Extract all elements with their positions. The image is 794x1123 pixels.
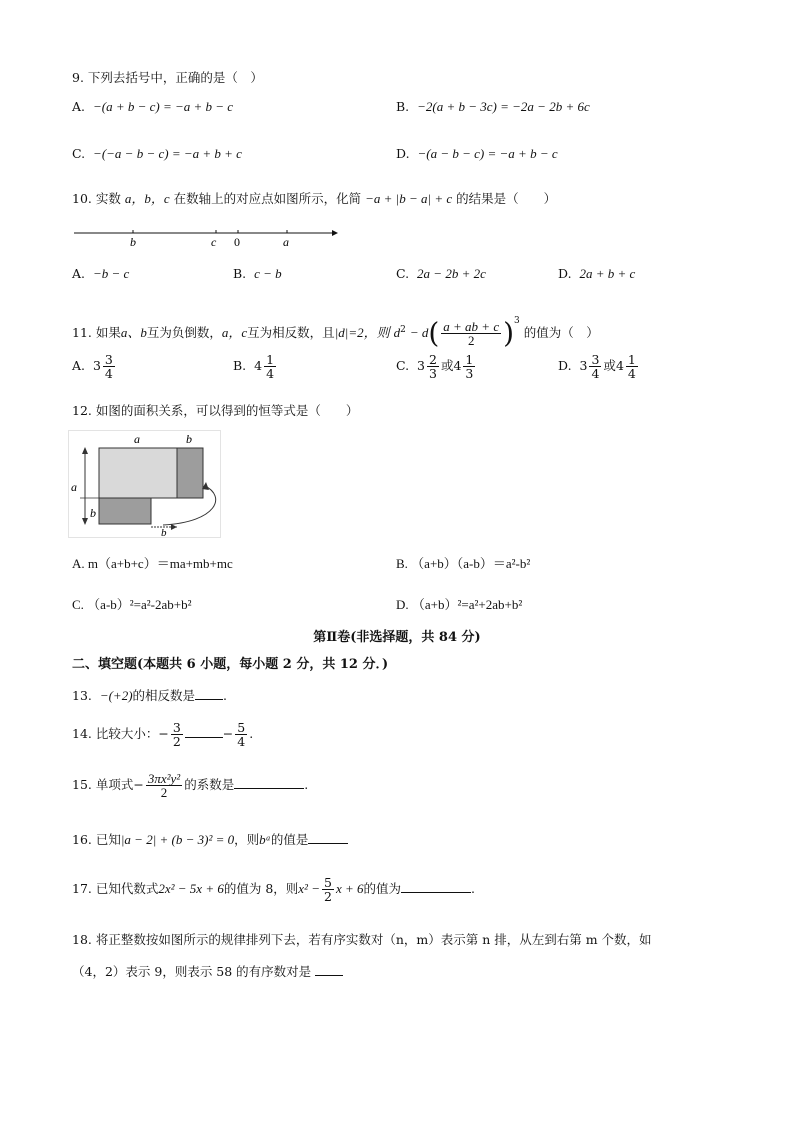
number-line-arrow	[332, 230, 338, 236]
q11-d-or: 或	[603, 358, 616, 373]
q11-stem: 11. 如果a、b互为负倒数，a，c互为相反数，且|d|=2，则 $d^2 - d$( $\frac{a + ab + c}{2}$ )$^3$ 的值为（ ）	[72, 316, 599, 350]
q10-option-a-text: −b − c	[92, 266, 130, 281]
q17-expr1: 2x² − 5x + 6	[158, 881, 224, 896]
q17	[72, 871, 475, 907]
q9-option-c-text: −(−a − b − c) = −a + b + c	[93, 146, 242, 161]
q11-stem-post: 的值为（ ）	[523, 325, 599, 340]
q10-option-d	[558, 266, 635, 282]
axis-label-0: 0	[234, 235, 240, 249]
q14-pre: 14. 比较大小：	[72, 726, 159, 741]
q11-fraction-num: a + ab + c	[443, 319, 500, 334]
q11-d2-den: 4	[627, 366, 636, 381]
q10-stem-post: 的结果是（ ）	[456, 191, 557, 206]
q11-expr-d: d	[393, 325, 401, 340]
q18-line1: 18. 将正整数按如图所示的规律排列下去，若有序实数对（n，m）表示第 n 排，从左到右第 m 个数，如	[72, 932, 652, 947]
q11-c1-whole: 3	[417, 358, 425, 373]
q11-b-num: 1	[266, 352, 275, 367]
q11-c2-den: 3	[465, 366, 474, 381]
q11-c2-num: 1	[465, 352, 474, 367]
q14: 14. 比较大小：− $\frac{3}{2}$ − $\frac{5}{4}$ .	[72, 720, 254, 749]
q13-answer-blank[interactable]	[195, 687, 223, 700]
q17-pre: 17. 已知代数式	[72, 881, 159, 896]
q9-option-a	[72, 99, 233, 115]
q15: 15. 单项式− $\frac{\text{3πx²y²}}{2}$ 的系数是 .	[72, 771, 309, 800]
q11-stem-mid1: 互为负倒数，	[146, 325, 222, 340]
q18-line2	[72, 962, 343, 980]
fig-label-bottom-b: b	[161, 527, 167, 539]
q9-option-d-text: −(a − b − c) = −a + b − c	[417, 146, 558, 161]
fig-label-top-a: a	[134, 432, 140, 446]
q11-fraction	[441, 320, 501, 347]
q13: 13. −(+2)的相反数是 .	[72, 688, 228, 703]
q11-a-num: 3	[104, 352, 113, 367]
q10-option-a-label: A.	[72, 266, 86, 281]
q11-a-whole: 3	[92, 358, 101, 373]
q18-line2-text: （4，2）表示 9，则表示 58 的有序数对是	[72, 964, 312, 979]
q14-f2-num: 5	[237, 720, 246, 735]
q9-stem: 9. 下列去括号中，正确的是（ ）	[72, 70, 263, 85]
q16-mid: ，则	[234, 832, 260, 847]
q16-post: 的值是	[270, 832, 309, 847]
q13-end: .	[223, 688, 228, 703]
q15-post: 的系数是	[184, 777, 235, 792]
q16-expr2: bᵃ	[259, 832, 271, 847]
q14-end: .	[249, 726, 254, 741]
q11-option-b-label: B.	[233, 358, 247, 373]
axis-label-c: c	[211, 235, 217, 249]
q10-option-b	[233, 266, 282, 282]
q10-option-c-label: C.	[396, 266, 410, 281]
q10-option-d-text: 2a + b + c	[579, 266, 636, 281]
q18-answer-blank[interactable]	[315, 963, 343, 976]
q10-option-b-label: B.	[233, 266, 247, 281]
q14-answer-blank[interactable]	[185, 725, 223, 738]
q10-option-b-text: c − b	[254, 266, 282, 281]
q9-option-a-label: A.	[72, 99, 86, 114]
q17-expr2-a: x² −	[298, 881, 320, 896]
strip-b-bottom	[99, 498, 151, 524]
square-a-region	[99, 448, 177, 498]
q11-c2-whole: 4	[453, 358, 462, 373]
q12-option-d: D. （a+b）²=a²+2ab+b²	[396, 597, 523, 612]
q9-option-c	[72, 146, 242, 162]
q12-option-c: C. （a-b）²=a²-2ab+b²	[72, 597, 192, 612]
section-title: 第Ⅱ卷(非选择题，共 84 分)	[313, 630, 481, 645]
q11-option-c-label: C.	[396, 358, 410, 373]
q15-answer-blank[interactable]	[234, 776, 304, 789]
q12-stem: 12. 如图的面积关系，可以得到的恒等式是（ ）	[72, 403, 359, 418]
q15-end: .	[304, 777, 309, 792]
q10-stem-pre: 10. 实数	[72, 191, 121, 206]
q9-option-c-label: C.	[72, 146, 86, 161]
strip-b-right	[177, 448, 203, 498]
q14-f1-num: 3	[172, 720, 181, 735]
q16	[72, 830, 348, 848]
q9-option-b-label: B.	[396, 99, 410, 114]
q11-stem-d: |d|=2，则	[334, 325, 390, 340]
q11-stem-ac: a，c	[221, 325, 248, 340]
q16-expr: |a − 2| + (b − 3)² = 0	[120, 832, 235, 847]
q10-option-a	[72, 266, 129, 282]
q10-option-c-text: 2a − 2b + 2c	[417, 266, 486, 281]
q17-f-den: 2	[323, 889, 332, 904]
q10-stem-vars: a，b，c	[124, 191, 170, 206]
q10-option-d-label: D.	[558, 266, 572, 281]
left-arrow-top	[82, 447, 88, 454]
fig-label-left-b: b	[90, 506, 96, 520]
q12-option-b: B. （a+b）（a-b）＝a²-b²	[396, 556, 531, 571]
q11-d1-num: 3	[591, 352, 600, 367]
q11-d2-whole: 4	[615, 358, 624, 373]
q11-option-d	[558, 353, 640, 380]
q11-d2-num: 1	[627, 352, 636, 367]
q17-post: 的值为	[363, 881, 401, 896]
q17-answer-blank[interactable]	[401, 880, 471, 893]
q11-b-den: 4	[266, 366, 275, 381]
q9-option-a-text: −(a + b − c) = −a + b − c	[92, 99, 234, 114]
q13-text: 的相反数是	[132, 688, 196, 703]
left-arrow-bottom	[82, 518, 88, 525]
number-line-figure	[70, 222, 345, 252]
q11-d1-den: 4	[591, 366, 600, 381]
q17-f-num: 5	[323, 875, 332, 890]
q11-stem-pre: 11. 如果	[72, 325, 121, 340]
q11-option-d-label: D.	[558, 358, 572, 373]
q11-b-whole: 4	[254, 358, 263, 373]
axis-label-a: a	[283, 235, 289, 249]
q15-num: 3πx²y²	[147, 771, 181, 786]
q9-option-d	[396, 146, 558, 162]
section-heading: 二、填空题(本题共 6 小题，每小题 2 分，共 12 分．)	[72, 657, 389, 672]
axis-label-b: b	[130, 235, 136, 249]
q10-stem-mid: 在数轴上的对应点如图所示，化简	[173, 191, 362, 206]
q16-answer-blank[interactable]	[308, 831, 348, 844]
q11-c1-num: 2	[429, 352, 437, 367]
q11-a-den: 4	[104, 366, 113, 381]
bottom-arrow	[171, 524, 177, 530]
q11-c-or: 或	[440, 358, 454, 373]
fig-label-left-a: a	[71, 480, 77, 494]
q11-fraction-den: 2	[467, 333, 475, 348]
q11-expr-minus-d: − d	[409, 325, 429, 340]
q11-option-a	[72, 353, 117, 380]
q11-option-b	[233, 353, 278, 380]
q10-option-c	[396, 266, 486, 282]
q11-stem-ab: a、b	[120, 325, 147, 340]
q11-d1-whole: 3	[579, 358, 588, 373]
q14-f2-den: 4	[237, 734, 246, 749]
fig-label-top-b: b	[186, 432, 192, 446]
q9-option-b-text: −2(a + b − 3c) = −2a − 2b + 6c	[417, 99, 590, 114]
q11-c1-den: 3	[429, 366, 437, 381]
q16-pre: 16. 已知	[72, 832, 121, 847]
q17-mid: 的值为 8，则	[223, 881, 299, 896]
q17-end: .	[471, 881, 475, 896]
q11-option-a-label: A.	[72, 358, 86, 373]
q10-stem-expr: −a + |b − a| + c	[365, 191, 453, 206]
q13-expr: −(+2)	[99, 688, 133, 703]
area-figure	[68, 430, 222, 540]
q12-option-a: A. m（a+b+c）＝ma+mb+mc	[72, 556, 233, 571]
q15-den: 2	[160, 785, 168, 800]
q11-stem-mid2: 互为相反数，且	[247, 325, 335, 340]
q17-expr2-b: x + 6	[335, 881, 364, 896]
q9-option-b	[396, 99, 590, 115]
q11-option-c	[396, 353, 477, 380]
q14-f1-den: 2	[172, 734, 181, 749]
q15-pre: 15. 单项式	[72, 777, 134, 792]
q10-stem	[72, 188, 556, 207]
q9-option-d-label: D.	[396, 146, 410, 161]
